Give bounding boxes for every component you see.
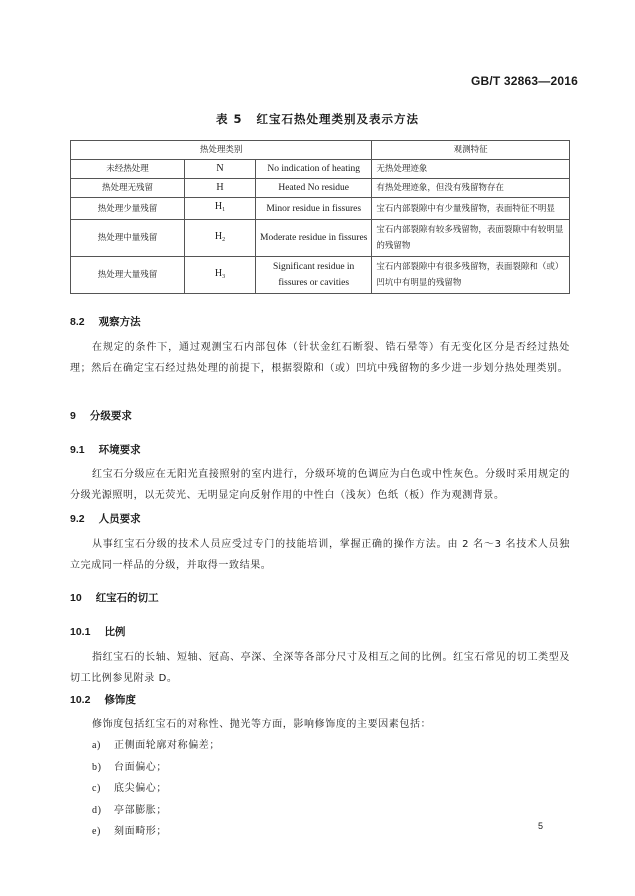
observation-text: 宝石内部裂隙中有很多残留物，表面裂隙和（或）凹坑中有明显的残留物 [372,257,570,294]
table-row [71,198,570,220]
category-english: Significant residue in fissures or cavities [256,257,372,294]
table-row [71,160,570,179]
section-9-2-paragraph: 从事红宝石分级的技术人员应受过专门的技能培训，掌握正确的操作方法。由 2 名～3 名技术人员独立完成同一样品的分级，并取得一致结果。 [70,539,570,571]
list-item: c) 底尖偏心； [92,783,167,794]
category-english: Heated No residue [256,179,372,198]
observation-text: 宝石内部裂隙有较多残留物，表面裂隙中有较明显的残留物 [372,220,570,257]
header-category: 热处理类别 [71,141,372,160]
category-code: $H_3$ [185,257,256,294]
section-heading-9-1: 9.1 环境要求 [70,444,141,456]
list-item: b) 台面偏心； [92,761,167,773]
table-caption [0,111,635,127]
category-name: 热处理无残留 [71,179,185,198]
category-english: Minor residue in fissures [256,198,372,220]
section-9-1-paragraph: 红宝石分级应在无阳光直接照射的室内进行，分级环境的色调应为白色或中性灰色。分级时采用规定的分级光源照明，以无荧光、无明显定向反射作用的中性白（浅灰）色纸（板）作为观测背景。 [70,469,570,501]
category-name: 热处理中量残留 [71,220,185,257]
section-heading-10-1: 10.1 比例 [70,626,126,638]
list-item: a) 正侧面轮廓对称偏差； [92,740,220,751]
header-observation: 观测特征 [372,141,570,160]
section-10-2-paragraph: 修饰度包括红宝石的对称性、抛光等方面，影响修饰度的主要因素包括： [92,719,432,730]
category-name: 热处理大量残留 [71,257,185,294]
section-heading-10: 10 红宝石的切工 [70,592,159,604]
table-row [71,257,570,294]
observation-text: 无热处理迹象 [372,160,570,179]
category-code: N [185,160,256,179]
section-8-2-paragraph: 在规定的条件下，通过观测宝石内部包体（针状金红石断裂、锆石晕等）有无变化区分是否经过热处理；然后在确定宝石经过热处理的前提下，根据裂隙和（或）凹坑中残留物的多少进一步划分热处理类别。 [70,342,570,374]
category-code: $H_1$ [185,198,256,220]
category-english: No indication of heating [256,160,372,179]
section-heading-9-2: 9.2 人员要求 [70,513,141,525]
table-header-row [71,141,570,160]
category-code: $H_2$ [185,220,256,257]
standard-code: GB/T 32863—2016 [470,74,578,88]
observation-text: 宝石内部裂隙中有少量残留物，表面特征不明显 [372,198,570,220]
table-row [71,220,570,257]
list-item: e) 刻面畸形； [92,826,167,837]
heat-treatment-table [70,140,570,294]
list-item: d) 亭部膨胀； [92,804,167,816]
finish-factors-list [92,735,562,843]
table-row [71,179,570,198]
category-name: 未经热处理 [71,160,185,179]
category-name: 热处理少量残留 [71,198,185,220]
section-heading-10-2: 10.2 修饰度 [70,694,136,706]
table-number: 表 5 [215,112,243,126]
table-title: 红宝石热处理类别及表示方法 [256,112,419,126]
section-10-1-paragraph: 指红宝石的长轴、短轴、冠高、亭深、全深等各部分尺寸及相互之间的比例。红宝石常见的切工类型及切工比例参见附录 D。 [70,652,570,684]
section-heading-8-2: 8.2 观察方法 [70,316,141,328]
section-heading-9: 9 分级要求 [70,410,132,422]
observation-text: 有热处理迹象，但没有残留物存在 [372,179,570,198]
category-english: Moderate residue in fissures [256,220,372,257]
category-code: H [185,179,256,198]
page-number: 5 [538,821,544,831]
